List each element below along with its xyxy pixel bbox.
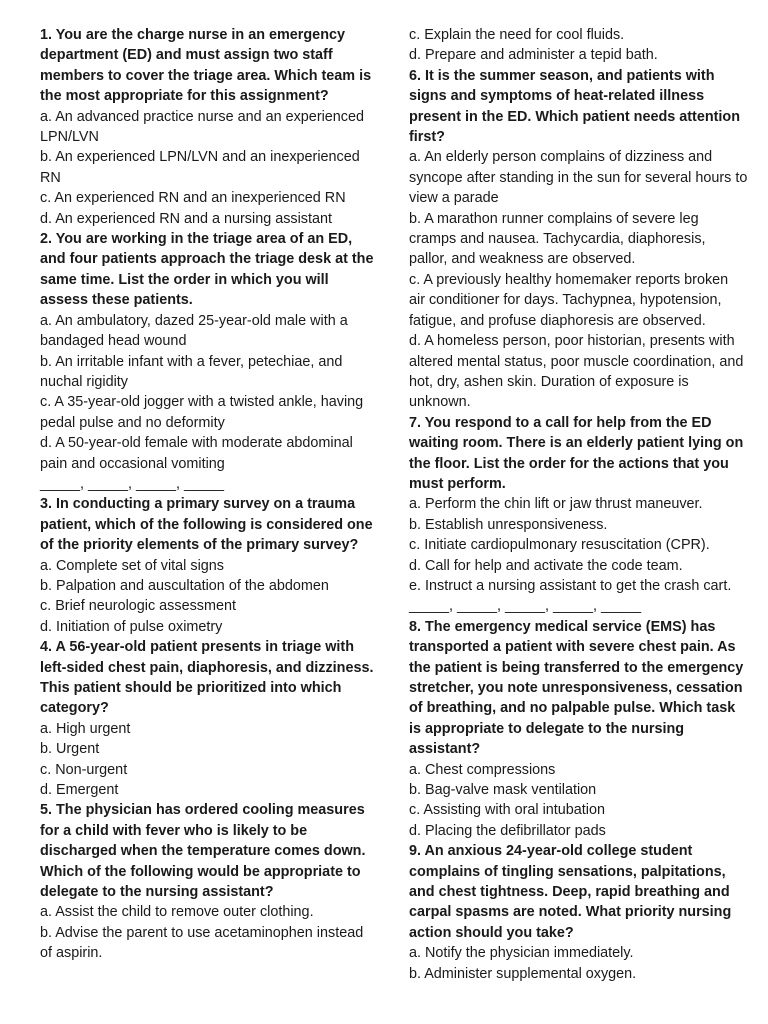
question-text-line: assess these patients. xyxy=(40,292,193,309)
question-text-line: members to cover the triage area. Which team is xyxy=(40,67,372,84)
answer-text-line: nuchal rigidity xyxy=(40,373,128,390)
answer-text-line: RN xyxy=(40,169,61,186)
question-text-line: category? xyxy=(40,700,109,717)
question-text-line: waiting room. There is an elderly patient lying on xyxy=(409,435,744,452)
answer-text-line: d. Placing the defibrillator pads xyxy=(409,822,606,839)
question-text-line: stretcher, you note unresponsiveness, cessation xyxy=(409,680,743,696)
answer-text-line: e. Instruct a nursing assistant to get the crash cart. xyxy=(409,577,732,594)
answer-text-line: pallor, and weakness are observed. xyxy=(409,251,636,268)
right-column xyxy=(409,25,749,984)
answer-text-line: a. An advanced practice nurse and an experienced xyxy=(40,108,365,125)
answer-text-line: a. Complete set of vital signs xyxy=(40,557,224,574)
question-text-line: complains of tingling sensations, palpitations, xyxy=(409,863,726,880)
answer-text-line: pedal pulse and no deformity xyxy=(40,414,225,431)
answer-text-line: of aspirin. xyxy=(40,945,103,962)
question-text-line: department (ED) and must assign two staff xyxy=(40,47,333,64)
answer-text-line: c. A previously healthy homemaker reports broken xyxy=(409,271,729,288)
question-text-line: 5. The physician has ordered cooling measures xyxy=(40,802,365,819)
answer-text-line: b. An experienced LPN/LVN and an inexperienced xyxy=(40,149,360,166)
answer-text-line: fatigue, and profuse diaphoresis are observed. xyxy=(409,312,706,329)
question-text-line: same time. List the order in which you will xyxy=(40,271,329,288)
question-text-line: transported a patient with severe chest pain. As xyxy=(409,639,736,656)
answer-text-line: bandaged head wound xyxy=(40,333,187,350)
answer-text-line: a. Perform the chin lift or jaw thrust maneuver. xyxy=(409,496,703,513)
answer-text-line: b. Palpation and auscultation of the abdomen xyxy=(40,577,329,594)
answer-text-line: a. Notify the physician immediately. xyxy=(409,945,634,962)
answer-text-line: LPN/LVN xyxy=(40,129,99,146)
answer-text-line: a. High urgent xyxy=(40,720,131,737)
answer-text-line: view a parade xyxy=(409,190,499,207)
answer-text-line: d. Prepare and administer a tepid bath. xyxy=(409,47,658,64)
question-text-line: 7. You respond to a call for help from the ED xyxy=(409,414,712,431)
question-text-line: the most appropriate for this assignment? xyxy=(40,88,329,105)
answer-text-line: _____, _____, _____, _____, _____ xyxy=(409,598,642,615)
question-text-line: of breathing, and no palpable pulse. Which task xyxy=(409,700,736,717)
left-column xyxy=(40,25,380,964)
question-text-line: 9. An anxious 24-year-old college student xyxy=(409,843,693,860)
answer-text-line: syncope after standing in the sun for several hours to xyxy=(409,169,748,186)
question-text-line: for a child with fever who is likely to be xyxy=(40,822,308,839)
answer-text-line: d. Call for help and activate the code team. xyxy=(409,557,683,574)
answer-text-line: a. An elderly person complains of dizziness and xyxy=(409,149,713,166)
answer-text-line: a. Assist the child to remove outer clothing. xyxy=(40,904,314,921)
question-text-line: of the priority elements of the primary survey? xyxy=(40,537,359,554)
answer-text-line: b. Bag-valve mask ventilation xyxy=(409,782,597,799)
answer-text-line: a. An ambulatory, dazed 25-year-old male with a xyxy=(40,312,348,329)
answer-text-line: b. An irritable infant with a fever, petechiae, and xyxy=(40,353,343,370)
answer-text-line: hot, dry, ashen skin. Duration of exposure is xyxy=(409,373,689,390)
question-text-line: Which of the following would be appropriate to xyxy=(40,863,361,880)
answer-text-line: d. A 50-year-old female with moderate abdominal xyxy=(40,435,353,452)
answer-text-line: c. Initiate cardiopulmonary resuscitation (CPR). xyxy=(409,537,710,554)
answer-text-line: b. A marathon runner complains of severe leg xyxy=(409,210,699,227)
question-text-line: left-sided chest pain, diaphoresis, and dizziness. xyxy=(40,659,374,676)
question-text-line: first? xyxy=(409,129,445,146)
question-text-line: delegate to the nursing assistant? xyxy=(40,884,274,901)
question-text-line: action should you take? xyxy=(409,924,574,941)
question-text-line: assistant? xyxy=(409,741,481,758)
answer-text-line: b. Advise the parent to use acetaminophen instead xyxy=(40,924,364,941)
answer-text-line: c. Non-urgent xyxy=(40,761,128,778)
question-text-line: patient, which of the following is considered one xyxy=(40,516,373,533)
answer-text-line: c. An experienced RN and an inexperienced RN xyxy=(40,190,346,207)
answer-text-line: b. Urgent xyxy=(40,741,100,758)
question-text-line: the floor. List the order for the actions that you xyxy=(409,455,729,472)
answer-text-line: unknown. xyxy=(409,394,471,411)
answer-text-line: _____, _____, _____, _____ xyxy=(40,475,225,492)
answer-text-line: b. Establish unresponsiveness. xyxy=(409,516,608,533)
question-text-line: 6. It is the summer season, and patients with xyxy=(409,67,715,84)
answer-text-line: pain and occasional vomiting xyxy=(40,455,225,472)
question-text-line: 8. The emergency medical service (EMS) has xyxy=(409,618,716,635)
answer-text-line: a. Chest compressions xyxy=(409,761,556,778)
answer-text-line: air conditioner for days. Tachypnea, hypotension, xyxy=(409,292,722,309)
answer-text-line: c. Assisting with oral intubation xyxy=(409,802,605,819)
question-text-line: must perform. xyxy=(409,475,506,492)
answer-text-line: c. A 35-year-old jogger with a twisted ankle, having xyxy=(40,394,364,411)
question-text-line: 4. A 56-year-old patient presents in triage with xyxy=(40,639,355,656)
answer-text-line: cramps and nausea. Tachycardia, diaphoresis, xyxy=(409,231,706,248)
answer-text-line: b. Administer supplemental oxygen. xyxy=(409,965,637,982)
answer-text-line: d. Initiation of pulse oximetry xyxy=(40,618,223,635)
question-text-line: the patient is being transferred to the emergency xyxy=(409,659,744,676)
answer-text-line: d. A homeless person, poor historian, presents with xyxy=(409,333,735,350)
answer-text-line: d. An experienced RN and a nursing assistant xyxy=(40,210,332,227)
question-text-line: is appropriate to delegate to the nursing xyxy=(409,720,685,737)
question-text-line: discharged when the temperature comes down. xyxy=(40,843,366,860)
question-text-line: and chest tightness. Deep, rapid breathing and xyxy=(409,884,730,901)
question-text-line: present in the ED. Which patient needs attention xyxy=(409,108,741,125)
question-text-line: carpal spasms are noted. What priority nursing xyxy=(409,904,732,921)
answer-text-line: c. Explain the need for cool fluids. xyxy=(409,27,625,43)
question-text-line: signs and symptoms of heat-related illness xyxy=(409,88,705,105)
question-text-line: 2. You are working in the triage area of an ED, xyxy=(40,231,353,248)
question-text-line: 3. In conducting a primary survey on a trauma xyxy=(40,496,356,513)
question-text-line: and four patients approach the triage desk at the xyxy=(40,251,374,268)
answer-text-line: d. Emergent xyxy=(40,782,119,799)
answer-text-line: altered mental status, poor muscle coordination, and xyxy=(409,353,744,370)
answer-text-line: c. Brief neurologic assessment xyxy=(40,598,236,615)
question-text-line: 1. You are the charge nurse in an emergency xyxy=(40,27,345,43)
question-text-line: This patient should be prioritized into which xyxy=(40,680,342,696)
